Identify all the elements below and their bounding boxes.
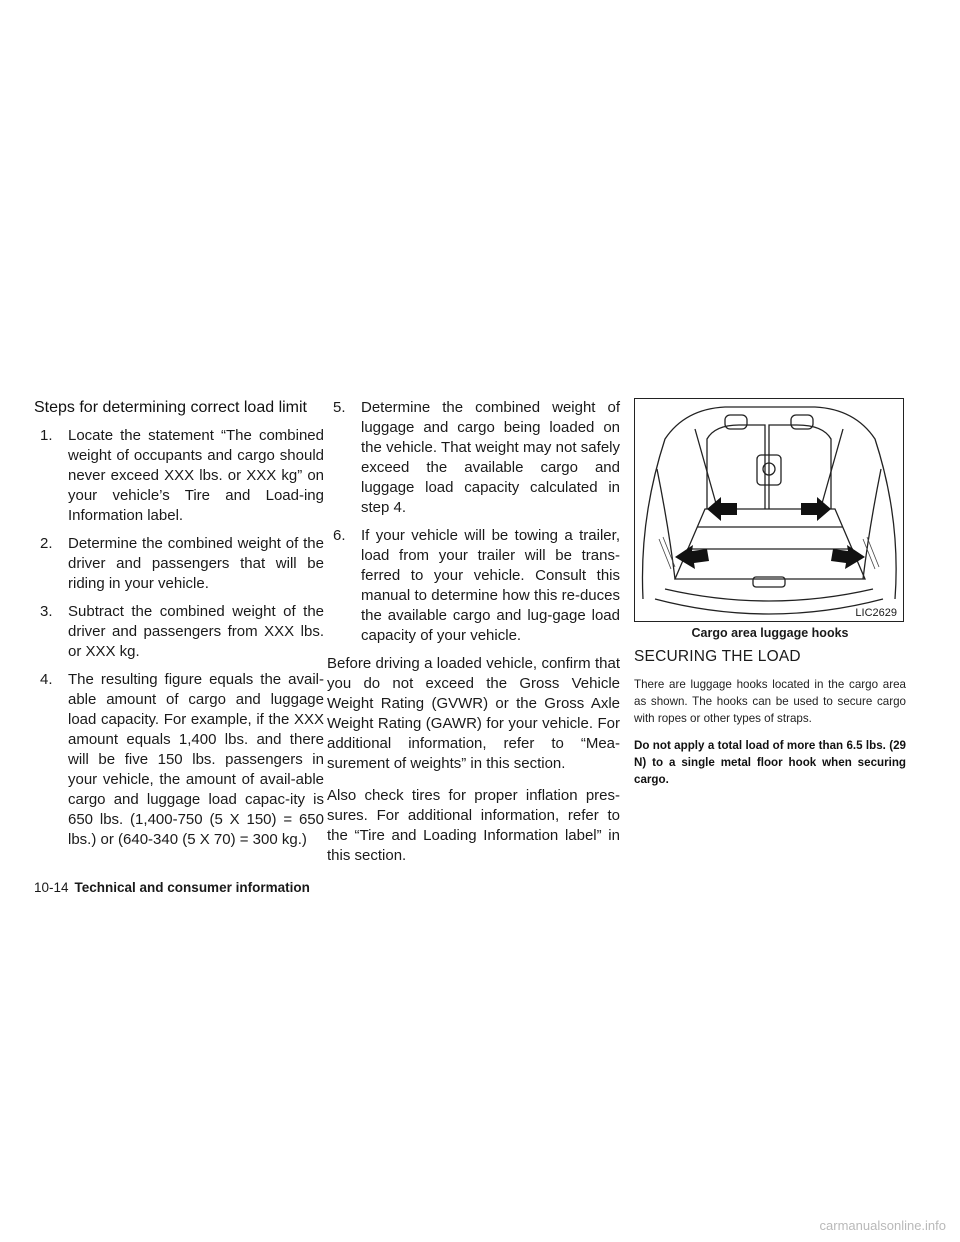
page-footer [34,880,310,895]
section-title: SECURING THE LOAD [634,648,801,665]
watermark: carmanualsonline.info [819,1218,946,1233]
steps-list-left [34,426,324,850]
page-number: 10-14 [34,880,69,895]
list-item: 1. Locate the statement “The combined weight of occupants and cargo should never exceed XXX lbs. or XXX kg” on your vehicle’s Tire and Load-ing Information label. [40,427,324,524]
list-item: 5. Determine the combined weight of luggage and cargo being loaded on the vehicle. That weight may not safely exceed the available cargo and luggage load capacity calculated in step 4. [333,399,620,516]
cargo-hooks-figure [634,398,904,622]
hooks-paragraph: There are luggage hooks located in the cargo area as shown. The hooks can be used to secure cargo with ropes or other types of straps. [634,678,906,725]
list-item: 4. The resulting figure equals the avail-able amount of cargo and luggage load capacity. For example, if the XXX amount equals 1,400 lbs. and there will be five 150 lbs. passengers in your vehicle, the amount of avail-able cargo and luggage load capac-ity is 650 lbs. (1,400-750 (5 X 150) = 650 lbs.) or (640-340 (5 X 70) = 300 kg.) [40,671,324,848]
footer-title: Technical and consumer information [74,880,310,895]
list-item: 3. Subtract the combined weight of the driver and passengers from XXX lbs. or XXX kg. [40,603,324,660]
left-column [34,398,324,858]
cargo-area-illustration [635,399,903,621]
steps-heading: Steps for determining correct load limit [34,399,307,416]
tire-pressure-paragraph: Also check tires for proper inflation pres-sures. For additional information, refer to the “Tire and Loading Information label” in this section. [327,787,620,864]
load-warning-paragraph: Do not apply a total load of more than 6.5 lbs. (29 N) to a single metal floor hook when securing cargo. [634,739,906,786]
figure-code: LIC2629 [855,607,897,619]
list-item: 2. Determine the combined weight of the driver and passengers that will be riding in your vehicle. [40,535,324,592]
gvwr-paragraph: Before driving a loaded vehicle, confirm that you do not exceed the Gross Vehicle Weight Rating (GVWR) or the Gross Axle Weight Rating (GAWR) for your vehicle. For additional information, refer to “Mea-surement of weights” in this section. [327,655,620,772]
list-item: 6. If your vehicle will be towing a trailer, load from your trailer will be trans-ferred to your vehicle. Consult this manual to determine how this re-duces the available cargo and lug-gage load capacity of your vehicle. [333,527,620,644]
figure-caption: Cargo area luggage hooks [691,626,849,640]
right-column [634,398,906,798]
middle-column [327,398,620,878]
steps-list-middle [327,398,620,646]
